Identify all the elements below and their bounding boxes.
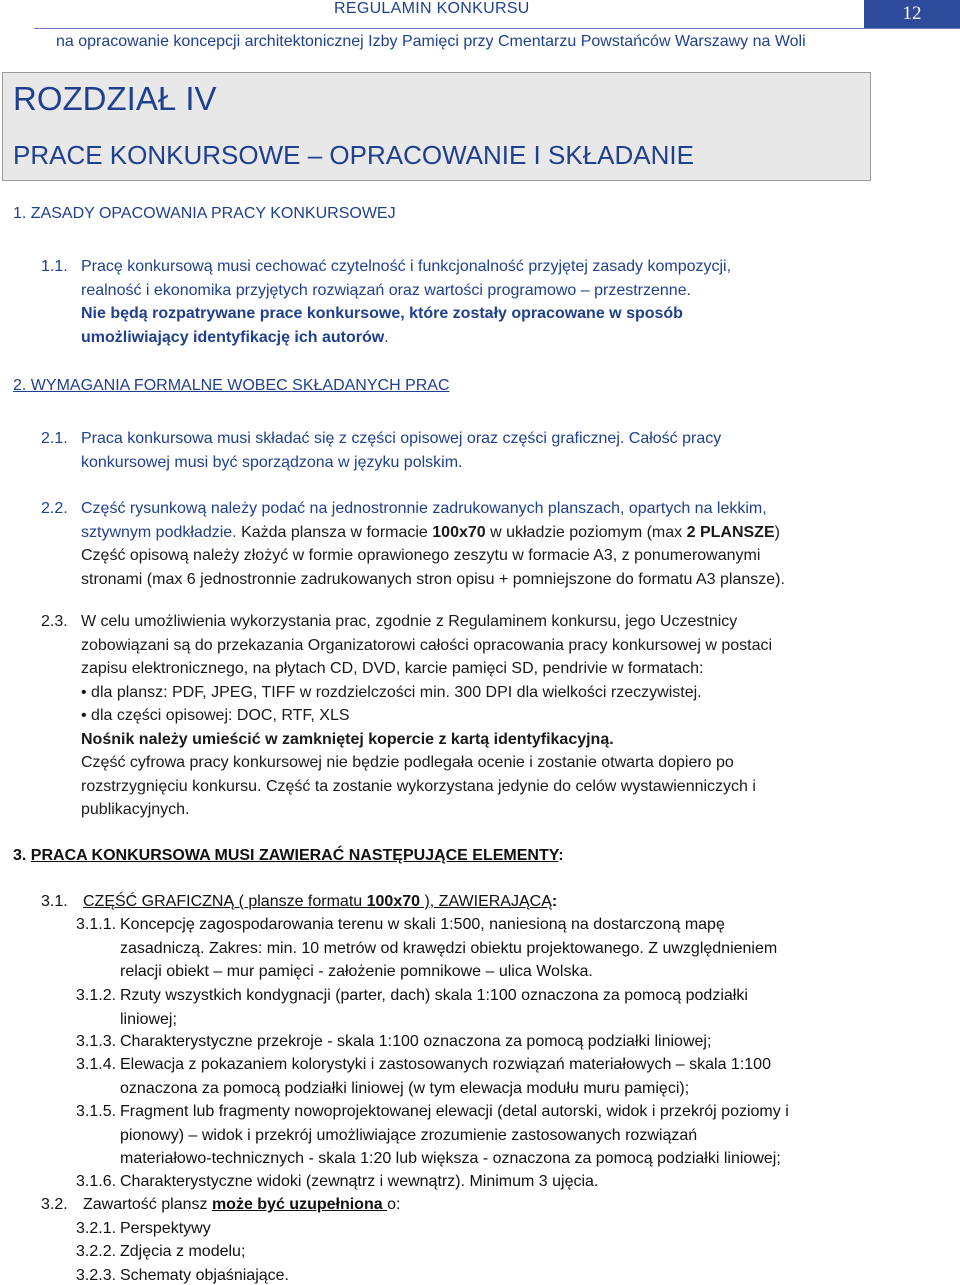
list-item-line: liniowej; bbox=[120, 1010, 177, 1028]
list-item-line: Rzuty wszystkich kondygnacji (parter, dach) skala 1:100 oznaczona za pomocą podziałki bbox=[120, 987, 748, 1004]
list-item-number: 3.1.2. bbox=[76, 987, 117, 1004]
paragraph-line: konkursowej musi być sporządzona w języku polskim. bbox=[81, 453, 463, 471]
paragraph-line: publikacyjnych. bbox=[81, 801, 190, 818]
paragraph-line: Praca konkursowa musi składać się z części opisowej oraz części graficznej. Całość pracy bbox=[81, 430, 722, 447]
running-header-subtitle: na opracowanie koncepcji architektonicznej Izby Pamięci przy Cmentarzu Powstańców Warszawy na Woli bbox=[56, 33, 806, 50]
chapter-number: ROZDZIAŁ IV bbox=[13, 80, 217, 117]
paragraph-number: 2.1. bbox=[41, 430, 68, 447]
paragraph-line: rozstrzygnięciu konkursu. Część ta zostanie wykorzystana jedynie do celów wystawienniczych i bbox=[81, 777, 756, 795]
list-item-line: materiałowo-technicznych - skala 1:20 lub większa - oznaczona za pomocą podziałki liniowej; bbox=[120, 1150, 781, 1167]
list-item-text: Zdjęcia z modelu; bbox=[120, 1243, 246, 1260]
paragraph-span: sztywnym podkładzie. bbox=[81, 523, 242, 541]
paragraph-number: 2.2. bbox=[41, 500, 68, 517]
list-item-line: Charakterystyczne przekroje - skala 1:100 oznaczona za pomocą podziałki liniowej; bbox=[120, 1033, 712, 1050]
format-bold: 100x70 bbox=[366, 893, 421, 910]
subsection-bold-underlined: może być uzupełniona bbox=[211, 1196, 388, 1213]
subsection-colon: : bbox=[551, 893, 558, 910]
bullet-line: • dla części opisowej: DOC, RTF, XLS bbox=[81, 707, 350, 724]
subsection-title: o: bbox=[387, 1196, 401, 1213]
list-item-text: Perspektywy bbox=[120, 1220, 211, 1237]
list-item-line: Koncepcję zagospodarowania terenu w skali 1:500, naniesioną na dostarczoną mapę bbox=[120, 916, 725, 933]
paragraph-span: w układzie poziomym (max bbox=[485, 523, 687, 541]
paragraph-bold-line: umożliwiający identyfikację ich autorów bbox=[81, 328, 385, 346]
list-item-line: relacji obiekt – mur pamięci - założenie pomnikowe – ulica Wolska. bbox=[120, 963, 593, 980]
subsection-title: Zawartość plansz bbox=[83, 1196, 212, 1213]
bullet-line: • dla plansz: PDF, JPEG, TIFF w rozdzielczości min. 300 DPI dla wielkości rzeczywistej. bbox=[81, 683, 702, 701]
list-item-line: Elewacja z pokazaniem kolorystyki i zastosowanych rozwiązań materiałowych – skala 1:100 bbox=[120, 1056, 771, 1073]
section-2-heading bbox=[13, 377, 450, 395]
list-item-number: 3.1.3. bbox=[76, 1033, 117, 1050]
paragraph-number: 1.1. bbox=[41, 258, 68, 275]
page-number-badge: 12 bbox=[864, 0, 960, 28]
list-item-line: Charakterystyczne widoki (zewnątrz i wewnątrz). Minimum 3 ujęcia. bbox=[120, 1173, 599, 1190]
format-bold: 100x70 bbox=[432, 523, 486, 541]
list-item-number: 3.1.4. bbox=[76, 1056, 117, 1073]
paragraph-line: realność i ekonomika przyjętych rozwiązań oraz wartości programowo – przestrzenne. bbox=[81, 281, 692, 299]
subsection-number: 3.2. bbox=[41, 1196, 68, 1213]
paragraph-bold-line: Nośnik należy umieścić w zamkniętej kopercie z kartą identyfikacyjną. bbox=[81, 730, 614, 748]
subsection-title: CZĘŚĆ GRAFICZNĄ ( plansze formatu bbox=[83, 893, 367, 910]
paragraph-end: . bbox=[384, 328, 389, 346]
section-3-colon: : bbox=[558, 847, 564, 864]
list-item-number: 3.1.5. bbox=[76, 1103, 117, 1120]
paragraph-line: stronami (max 6 jednostronnie zadrukowanych stron opisu + pomniejszone do formatu A3 plansze). bbox=[81, 570, 785, 588]
paragraph-line: Część cyfrowa pracy konkursowej nie będzie podlegała ocenie i zostanie otwarta dopiero po bbox=[81, 754, 734, 771]
list-item-line: zasadniczą. Zakres: min. 10 metrów od krawędzi obiektu projektowanego. Z uwzględnieniem bbox=[120, 939, 778, 957]
list-item-line: oznaczona za pomocą podziałki liniowej (w tym elewacja modułu muru pamięci); bbox=[120, 1079, 690, 1097]
paragraph-line: zapisu elektronicznego, na płytach CD, DVD, karcie pamięci SD, pendrivie w formatach: bbox=[81, 660, 704, 677]
list-item-number: 3.2.3. bbox=[76, 1267, 117, 1284]
list-item-number: 3.2.2. bbox=[76, 1243, 117, 1260]
paragraph-line: W celu umożliwienia wykorzystania prac, zgodnie z Regulaminem konkursu, jego Uczestnicy bbox=[81, 613, 738, 630]
plansze-bold: 2 PLANSZE bbox=[686, 523, 775, 541]
subsection-title: ), ZAWIERAJĄCĄ bbox=[420, 893, 552, 910]
section-3-heading bbox=[13, 847, 564, 865]
running-header-title: REGULAMIN KONKURSU bbox=[334, 0, 530, 17]
paragraph-line: zobowiązani są do przekazania Organizatorowi całości opracowania pracy konkursowej w postaci bbox=[81, 636, 773, 654]
paragraph-number: 2.3. bbox=[41, 613, 68, 630]
paragraph-bold-line: Nie będą rozpatrywane prace konkursowe, które zostały opracowane w sposób bbox=[81, 305, 683, 322]
header-rule bbox=[34, 28, 960, 29]
section-1-heading: 1. ZASADY OPACOWANIA PRACY KONKURSOWEJ bbox=[13, 205, 396, 222]
paragraph-line: Pracę konkursową musi cechować czytelność i funkcjonalność przyjętej zasady kompozycji, bbox=[81, 258, 732, 275]
list-item-line: pionowy) – widok i przekrój umożliwiające zrozumienie zastosowanych rozwiązań bbox=[120, 1126, 698, 1144]
paragraph-line: Część rysunkową należy podać na jednostronnie zadrukowanych planszach, opartych na lekkim, bbox=[81, 500, 767, 517]
paragraph-span: Każda plansza w formacie bbox=[241, 523, 433, 541]
list-item-text: Schematy objaśniające. bbox=[120, 1267, 289, 1284]
section-3-number: 3. bbox=[13, 847, 31, 864]
list-item-number: 3.1.6. bbox=[76, 1173, 117, 1190]
chapter-title: PRACE KONKURSOWE – OPRACOWANIE I SKŁADANIE bbox=[13, 140, 694, 170]
section-2-heading-text: 2. WYMAGANIA FORMALNE WOBEC SKŁADANYCH PRAC bbox=[13, 377, 450, 394]
paragraph-span: ) bbox=[774, 523, 780, 541]
section-3-heading-text: PRACA KONKURSOWA MUSI ZAWIERAĆ NASTĘPUJĄCE ELEMENTY bbox=[30, 847, 559, 864]
list-item-number: 3.2.1. bbox=[76, 1220, 117, 1237]
list-item-line: Fragment lub fragmenty nowoprojektowanej elewacji (detal autorski, widok i przekrój poziomy i bbox=[120, 1103, 789, 1120]
list-item-number: 3.1.1. bbox=[76, 916, 117, 933]
paragraph-line: Część opisową należy złożyć w formie oprawionego zeszytu w formacie A3, z ponumerowanymi bbox=[81, 547, 761, 564]
subsection-number: 3.1. bbox=[41, 893, 68, 910]
